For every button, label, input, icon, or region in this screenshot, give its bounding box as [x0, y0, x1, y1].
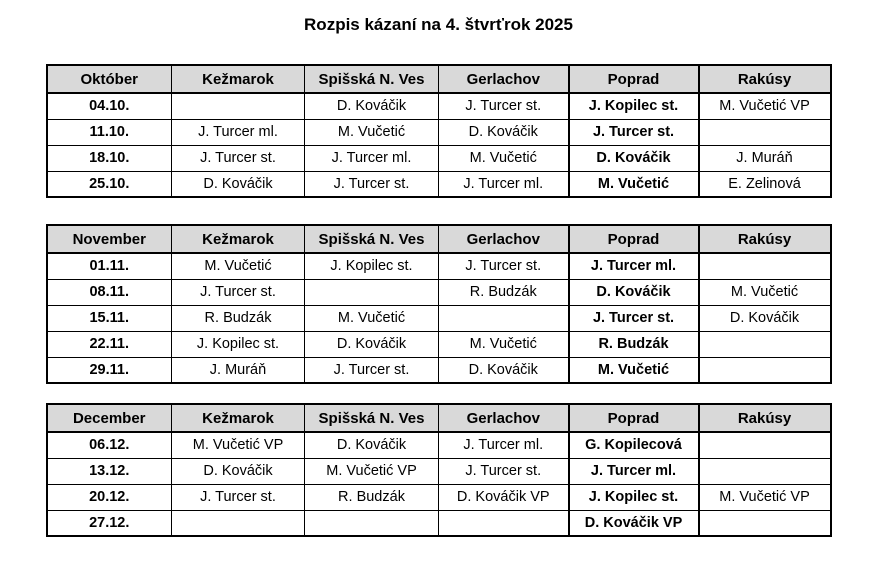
preacher-cell: D. Kováčik [172, 458, 305, 484]
preacher-cell: J. Turcer st. [172, 484, 305, 510]
preacher-cell: E. Zelinová [699, 171, 831, 197]
preacher-cell: M. Vučetić VP [305, 458, 439, 484]
location-header: Rakúsy [699, 65, 831, 93]
table-row [47, 484, 831, 510]
preacher-cell: D. Kováčik [699, 305, 831, 331]
location-header: Rakúsy [699, 225, 831, 253]
schedule-table-november [46, 224, 832, 384]
preacher-cell: D. Kováčik VP [569, 510, 699, 536]
preacher-cell: M. Vučetić VP [172, 432, 305, 458]
date-cell: 04.10. [47, 93, 172, 119]
page-title: Rozpis kázaní na 4. štvrťrok 2025 [304, 15, 573, 34]
preacher-cell: G. Kopilecová [569, 432, 699, 458]
preacher-cell: J. Turcer st. [439, 458, 569, 484]
month-header: December [47, 404, 172, 432]
preacher-cell: J. Kopilec st. [569, 93, 699, 119]
table-row [47, 510, 831, 536]
date-cell: 20.12. [47, 484, 172, 510]
preacher-cell [699, 253, 831, 279]
date-cell: 08.11. [47, 279, 172, 305]
preacher-cell: J. Turcer st. [569, 119, 699, 145]
table-row [47, 432, 831, 458]
location-header: Gerlachov [439, 65, 569, 93]
location-header: Spišská N. Ves [305, 65, 439, 93]
preacher-cell: D. Kováčik VP [439, 484, 569, 510]
preacher-cell: D. Kováčik [305, 331, 439, 357]
preacher-cell: M. Vučetić [305, 119, 439, 145]
preacher-cell: J. Turcer st. [305, 171, 439, 197]
preacher-cell: J. Turcer ml. [305, 145, 439, 171]
preacher-cell [305, 279, 439, 305]
table-row [47, 331, 831, 357]
preacher-cell [699, 119, 831, 145]
preacher-cell: D. Kováčik [439, 357, 569, 383]
preacher-cell: M. Vučetić [569, 357, 699, 383]
preacher-cell: J. Turcer ml. [172, 119, 305, 145]
preacher-cell: D. Kováčik [439, 119, 569, 145]
preacher-cell: D. Kováčik [172, 171, 305, 197]
table-row [47, 305, 831, 331]
date-cell: 18.10. [47, 145, 172, 171]
preacher-cell: M. Vučetić VP [699, 484, 831, 510]
location-header: Kežmarok [172, 404, 305, 432]
preacher-cell: J. Muráň [699, 145, 831, 171]
date-cell: 27.12. [47, 510, 172, 536]
preacher-cell [305, 510, 439, 536]
location-header: Spišská N. Ves [305, 404, 439, 432]
preacher-cell: M. Vučetić [569, 171, 699, 197]
preacher-cell: J. Turcer ml. [569, 458, 699, 484]
preacher-cell: J. Turcer st. [172, 145, 305, 171]
date-cell: 15.11. [47, 305, 172, 331]
preacher-cell: D. Kováčik [569, 145, 699, 171]
preacher-cell: R. Budzák [569, 331, 699, 357]
table-row [47, 253, 831, 279]
month-header: Október [47, 65, 172, 93]
preacher-cell [439, 510, 569, 536]
preacher-cell: J. Turcer ml. [439, 171, 569, 197]
date-cell: 01.11. [47, 253, 172, 279]
preacher-cell: J. Turcer st. [172, 279, 305, 305]
preacher-cell: J. Kopilec st. [305, 253, 439, 279]
header-row [47, 65, 831, 93]
month-header: November [47, 225, 172, 253]
preacher-cell: M. Vučetić [439, 331, 569, 357]
location-header: Kežmarok [172, 65, 305, 93]
preacher-cell [699, 510, 831, 536]
preacher-cell: D. Kováčik [305, 93, 439, 119]
header-row [47, 225, 831, 253]
preacher-cell [699, 432, 831, 458]
location-header: Spišská N. Ves [305, 225, 439, 253]
preacher-cell: M. Vučetić [305, 305, 439, 331]
table-row [47, 93, 831, 119]
preacher-cell: R. Budzák [305, 484, 439, 510]
preacher-cell: J. Turcer st. [439, 93, 569, 119]
header-row [47, 404, 831, 432]
preacher-cell: J. Turcer ml. [439, 432, 569, 458]
table-row [47, 357, 831, 383]
table-row [47, 119, 831, 145]
preacher-cell: R. Budzák [439, 279, 569, 305]
location-header: Poprad [569, 65, 699, 93]
preacher-cell: J. Turcer ml. [569, 253, 699, 279]
preacher-cell: D. Kováčik [569, 279, 699, 305]
preacher-cell [699, 331, 831, 357]
date-cell: 22.11. [47, 331, 172, 357]
table-row [47, 458, 831, 484]
date-cell: 11.10. [47, 119, 172, 145]
location-header: Poprad [569, 225, 699, 253]
location-header: Kežmarok [172, 225, 305, 253]
preacher-cell: M. Vučetić [439, 145, 569, 171]
schedule-table-december [46, 403, 832, 537]
preacher-cell: J. Turcer st. [569, 305, 699, 331]
preacher-cell [172, 510, 305, 536]
date-cell: 06.12. [47, 432, 172, 458]
preacher-cell: D. Kováčik [305, 432, 439, 458]
preacher-cell: R. Budzák [172, 305, 305, 331]
preacher-cell: J. Kopilec st. [569, 484, 699, 510]
location-header: Gerlachov [439, 404, 569, 432]
schedule-table-october [46, 64, 832, 198]
preacher-cell [172, 93, 305, 119]
date-cell: 29.11. [47, 357, 172, 383]
preacher-cell [699, 458, 831, 484]
preacher-cell: J. Turcer st. [439, 253, 569, 279]
preacher-cell: J. Kopilec st. [172, 331, 305, 357]
table-row [47, 279, 831, 305]
preacher-cell [439, 305, 569, 331]
location-header: Gerlachov [439, 225, 569, 253]
date-cell: 25.10. [47, 171, 172, 197]
preacher-cell: J. Muráň [172, 357, 305, 383]
preacher-cell: M. Vučetić [172, 253, 305, 279]
date-cell: 13.12. [47, 458, 172, 484]
preacher-cell: M. Vučetić VP [699, 93, 831, 119]
table-row [47, 145, 831, 171]
preacher-cell: J. Turcer st. [305, 357, 439, 383]
preacher-cell [699, 357, 831, 383]
table-row [47, 171, 831, 197]
preacher-cell: M. Vučetić [699, 279, 831, 305]
location-header: Rakúsy [699, 404, 831, 432]
location-header: Poprad [569, 404, 699, 432]
